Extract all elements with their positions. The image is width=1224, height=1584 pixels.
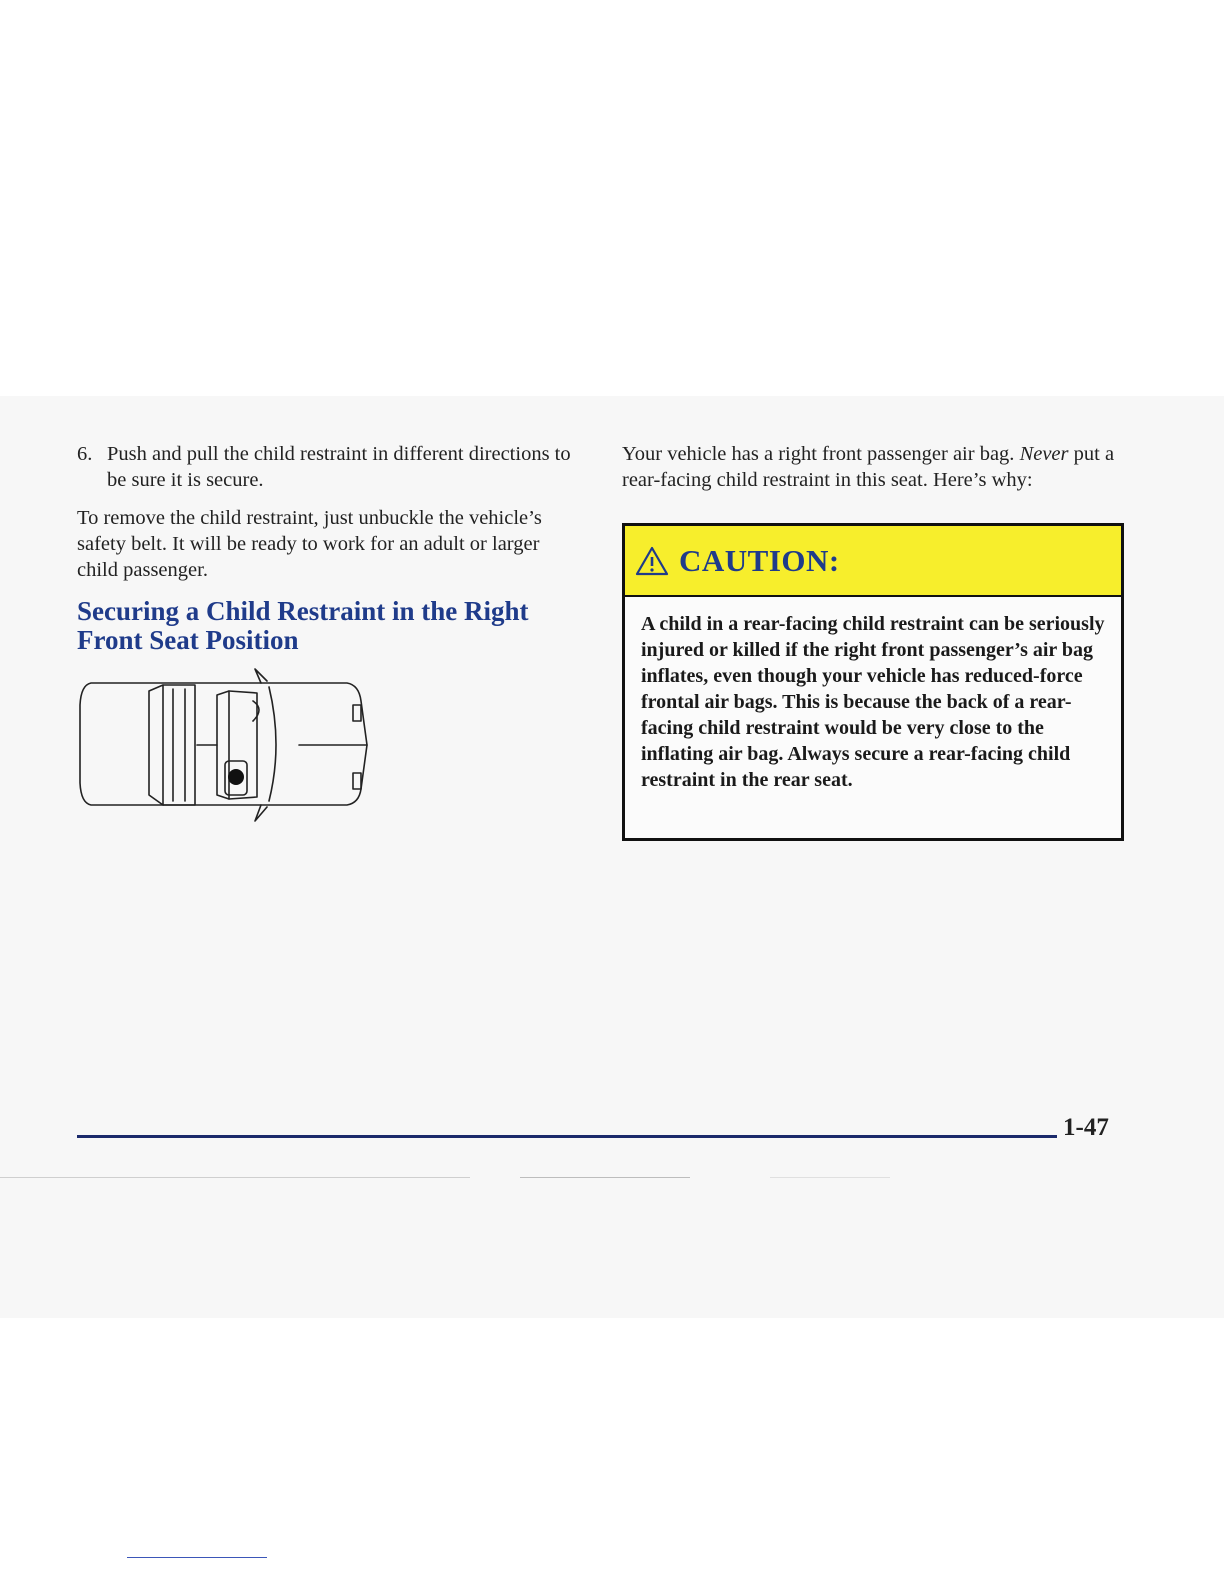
air-bag-intro: [622, 441, 1127, 493]
caution-text: A child in a rear-facing child restraint can be seriously injured or killed if the right front passenger’s air bag inflates, even though your vehicle has reduced-force frontal air bags. This is because the back of a rear-facing child restraint would be very close to the inflating air bag. Always secure a rear-facing child restraint in the rear seat.: [641, 613, 1105, 791]
remove-restraint-paragraph: To remove the child restraint, just unbuckle the vehicle’s safety belt. It will be ready to work for an adult or larger child passenger.: [77, 507, 542, 581]
intro-emphasis: Never: [1019, 443, 1069, 465]
footer-rule: [77, 1135, 1057, 1138]
page-number: 1-47: [1063, 1114, 1109, 1141]
right-column: [622, 441, 1127, 493]
section-heading: Securing a Child Restraint in the Right Front Seat Position: [77, 596, 529, 655]
scan-artifact-line: [770, 1177, 890, 1178]
caution-header: [625, 526, 1121, 597]
bottom-link-underline: [127, 1557, 267, 1558]
vehicle-top-view-child-seat-icon: [77, 665, 377, 825]
intro-text-start: Your vehicle has a right front passenger air bag.: [622, 443, 1020, 465]
left-column: [77, 441, 582, 655]
scan-artifact-line: [520, 1177, 690, 1178]
step-item: [77, 441, 582, 493]
vehicle-diagram: [77, 665, 377, 825]
caution-box: [622, 523, 1124, 841]
scan-artifact-line: [0, 1177, 470, 1178]
caution-title: CAUTION:: [679, 542, 840, 578]
step-number: 6.: [77, 443, 93, 465]
warning-triangle-icon: [635, 545, 669, 577]
intro-text-end: put a rear-facing child restraint in this seat. Here’s why:: [622, 443, 1115, 491]
step-text: Push and pull the child restraint in different directions to be sure it is secure.: [107, 443, 571, 491]
